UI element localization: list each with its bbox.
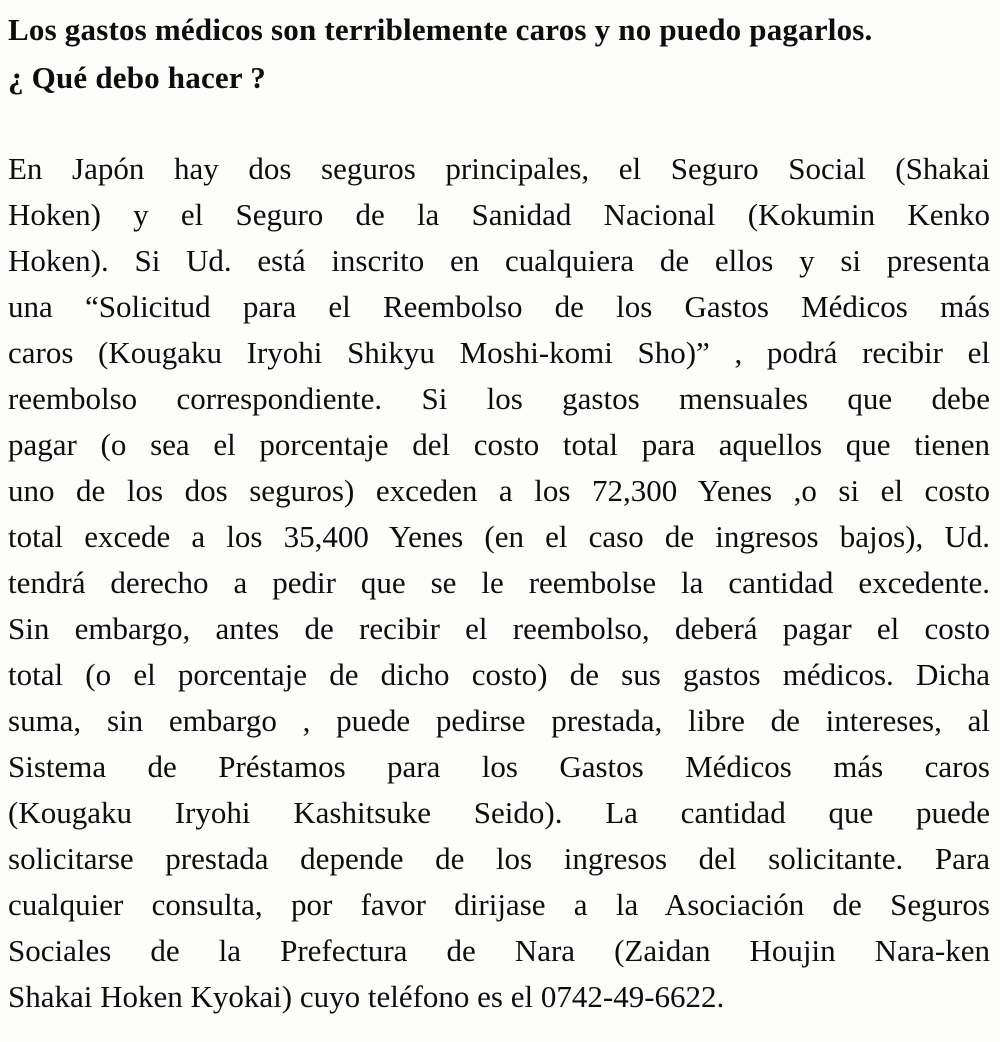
answer-line: solicitarse prestada depende de los ingresos del solicitante. Para [8, 841, 990, 876]
answer-line: Hoken). Si Ud. está inscrito en cualquiera de ellos y si presenta [8, 243, 990, 278]
question-line: Los gastos médicos son terriblemente caros y no puedo pagarlos. [8, 12, 873, 47]
answer-line: pagar (o sea el porcentaje del costo total para aquellos que tienen [8, 427, 990, 462]
answer-line: tendrá derecho a pedir que se le reembolse la cantidad excedente. [8, 565, 990, 600]
answer-line: Sistema de Préstamos para los Gastos Médicos más caros [8, 749, 990, 784]
question-line: ¿ Qué debo hacer ? [8, 60, 266, 95]
answer-line: caros (Kougaku Iryohi Shikyu Moshi-komi Sho)” , podrá recibir el [8, 335, 990, 370]
answer-line: Sin embargo, antes de recibir el reembolso, deberá pagar el costo [8, 611, 990, 646]
answer-paragraph [8, 146, 990, 1020]
question-heading [8, 6, 990, 102]
answer-line: una “Solicitud para el Reembolso de los Gastos Médicos más [8, 289, 990, 324]
answer-line: En Japón hay dos seguros principales, el Seguro Social (Shakai [8, 151, 990, 186]
answer-line: total excede a los 35,400 Yenes (en el caso de ingresos bajos), Ud. [8, 519, 990, 554]
answer-line: suma, sin embargo , puede pedirse prestada, libre de intereses, al [8, 703, 990, 738]
answer-line: Hoken) y el Seguro de la Sanidad Nacional (Kokumin Kenko [8, 197, 990, 232]
answer-line: uno de los dos seguros) exceden a los 72,300 Yenes ,o si el costo [8, 473, 990, 508]
answer-line: total (o el porcentaje de dicho costo) de sus gastos médicos. Dicha [8, 657, 990, 692]
answer-line: Sociales de la Prefectura de Nara (Zaidan Houjin Nara-ken [8, 933, 990, 968]
answer-line: Shakai Hoken Kyokai) cuyo teléfono es el 0742-49-6622. [8, 979, 725, 1014]
answer-line: reembolso correspondiente. Si los gastos mensuales que debe [8, 381, 990, 416]
answer-line: cualquier consulta, por favor dirijase a la Asociación de Seguros [8, 887, 990, 922]
answer-line: (Kougaku Iryohi Kashitsuke Seido). La cantidad que puede [8, 795, 990, 830]
